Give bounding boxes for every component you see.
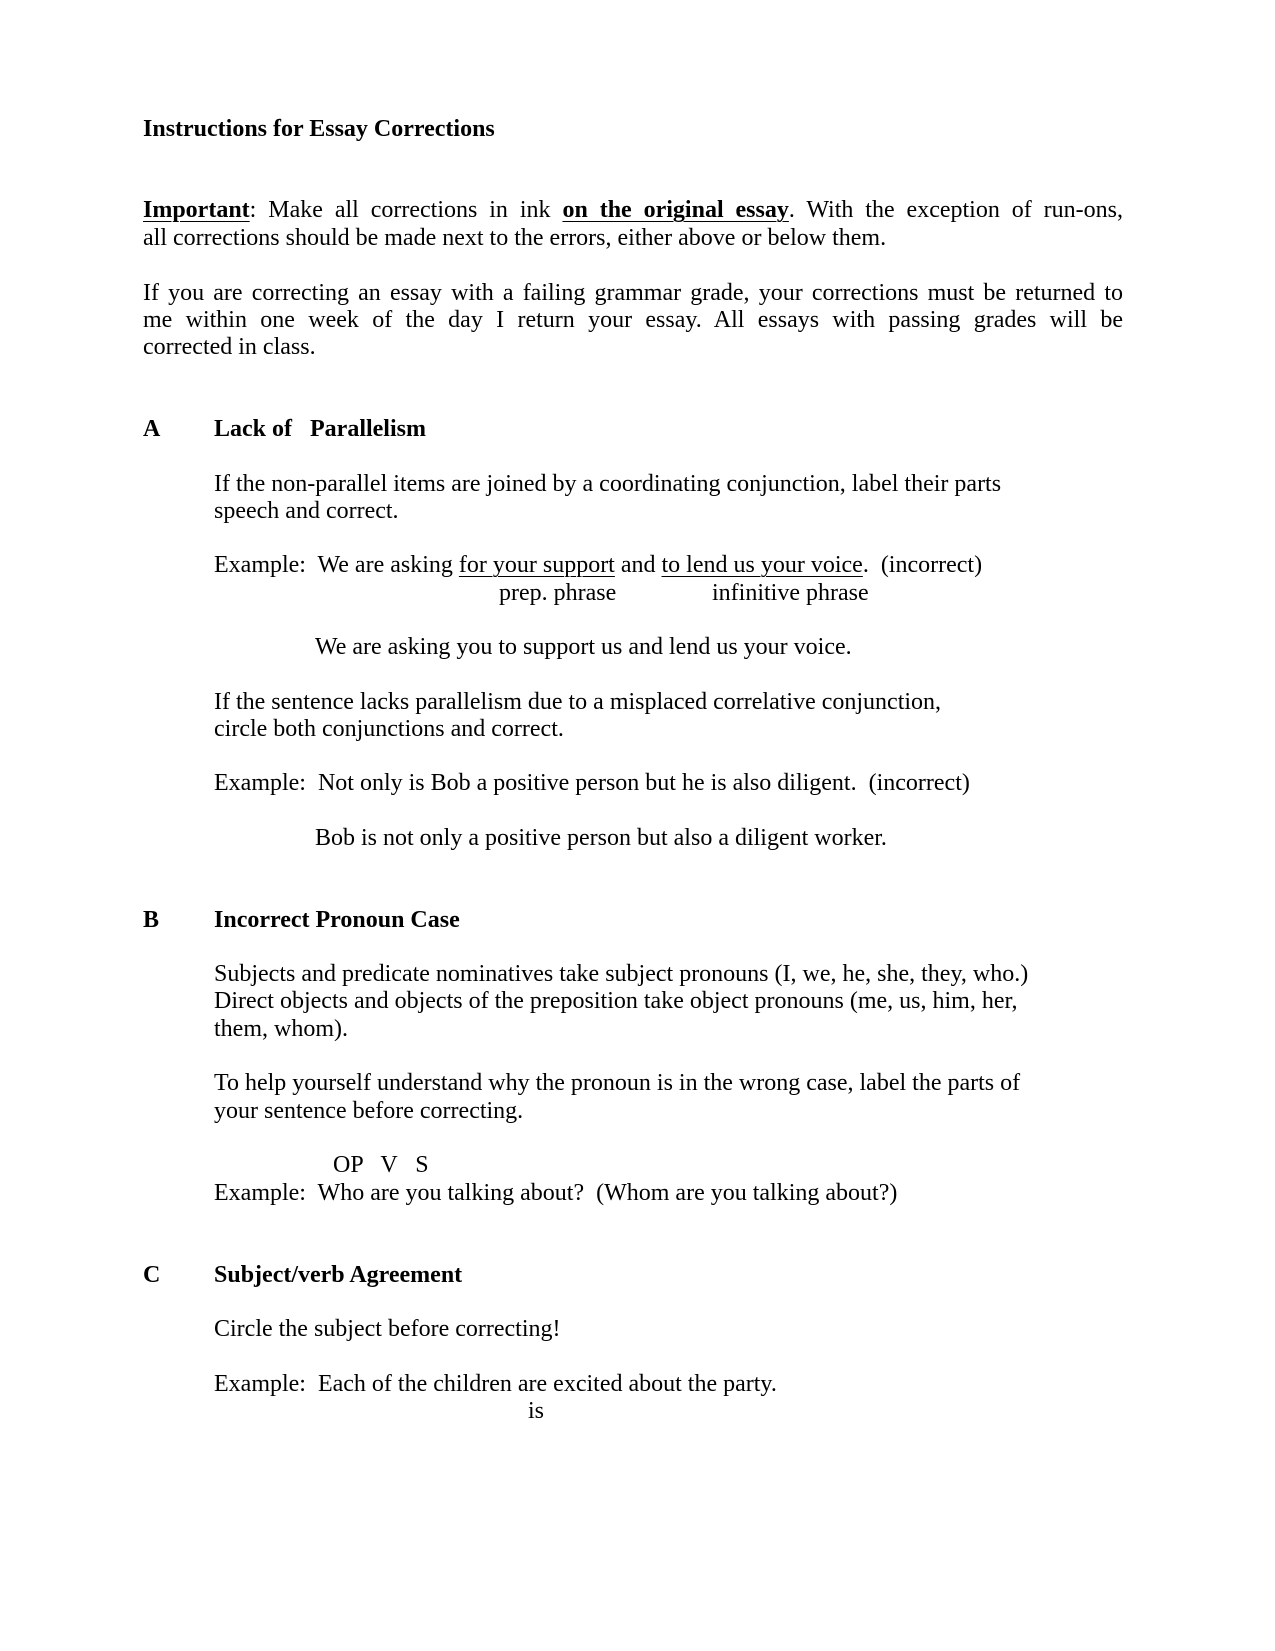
failing-line-1: If you are correcting an essay with a failing grammar grade, your corrections must be returned to [143, 280, 1123, 306]
example-suffix: . (incorrect) [862, 552, 983, 578]
section-c-example-fix: is [528, 1398, 545, 1424]
label-prep-phrase: prep. phrase [499, 580, 617, 606]
section-b-p1-line1: Subjects and predicate nominatives take subject pronouns (I, we, he, she, they, who.) [214, 961, 1029, 987]
important-label: Important [143, 197, 250, 223]
important-line-2: all corrections should be made next to the errors, either above or below them. [143, 225, 887, 251]
example-conjunction: and [614, 552, 662, 578]
section-a-p1-line1: If the non-parallel items are joined by a coordinating conjunction, label their parts [214, 471, 1002, 497]
page-title: Instructions for Essay Corrections [143, 116, 495, 142]
section-a-p2-line2: circle both conjunctions and correct. [214, 716, 564, 742]
section-a-heading: Lack of Parallelism [214, 416, 426, 442]
section-c-letter: C [143, 1262, 161, 1288]
section-a-example-1 [214, 551, 982, 579]
section-b-example: Example: Who are you talking about? (Whom are you talking about?) [214, 1180, 898, 1206]
important-text-c: . With the exception of run-ons, [788, 197, 1123, 223]
section-a-example-1-correct: We are asking you to support us and lend us your voice. [315, 634, 852, 660]
section-c-p1: Circle the subject before correcting! [214, 1316, 561, 1342]
section-b-p1-line3: them, whom). [214, 1016, 348, 1042]
label-infinitive-phrase: infinitive phrase [712, 580, 869, 606]
section-c-heading: Subject/verb Agreement [214, 1262, 463, 1288]
section-a-p2-line1: If the sentence lacks parallelism due to a misplaced correlative conjunction, [214, 689, 942, 715]
section-b-p1-line2: Direct objects and objects of the preposition take object pronouns (me, us, him, her, [214, 988, 1018, 1014]
failing-line-3: corrected in class. [143, 334, 316, 360]
important-emphasis: on the original essay [562, 197, 789, 223]
underlined-infinitive-phrase: to lend us your voice [661, 552, 863, 578]
section-b-example-labels: OP V S [333, 1152, 429, 1178]
section-b-letter: B [143, 907, 160, 933]
section-a-p1-line2: speech and correct. [214, 498, 399, 524]
important-text-a: : Make all corrections in ink [249, 197, 563, 223]
section-a-example-2: Example: Not only is Bob a positive person but he is also diligent. (incorrect) [214, 770, 970, 796]
important-line-1 [143, 196, 1123, 224]
section-b-heading: Incorrect Pronoun Case [214, 907, 460, 933]
section-b-p2-line2: your sentence before correcting. [214, 1098, 524, 1124]
underlined-prep-phrase: for your support [458, 552, 615, 578]
section-c-example: Example: Each of the children are excited about the party. [214, 1371, 777, 1397]
section-a-letter: A [143, 416, 161, 442]
example-prefix: Example: We are asking [214, 552, 459, 578]
section-b-p2-line1: To help yourself understand why the pronoun is in the wrong case, label the parts of [214, 1070, 1021, 1096]
failing-line-2: me within one week of the day I return your essay. All essays with passing grades will be [143, 307, 1123, 333]
section-a-example-2-correct: Bob is not only a positive person but also a diligent worker. [315, 825, 887, 851]
